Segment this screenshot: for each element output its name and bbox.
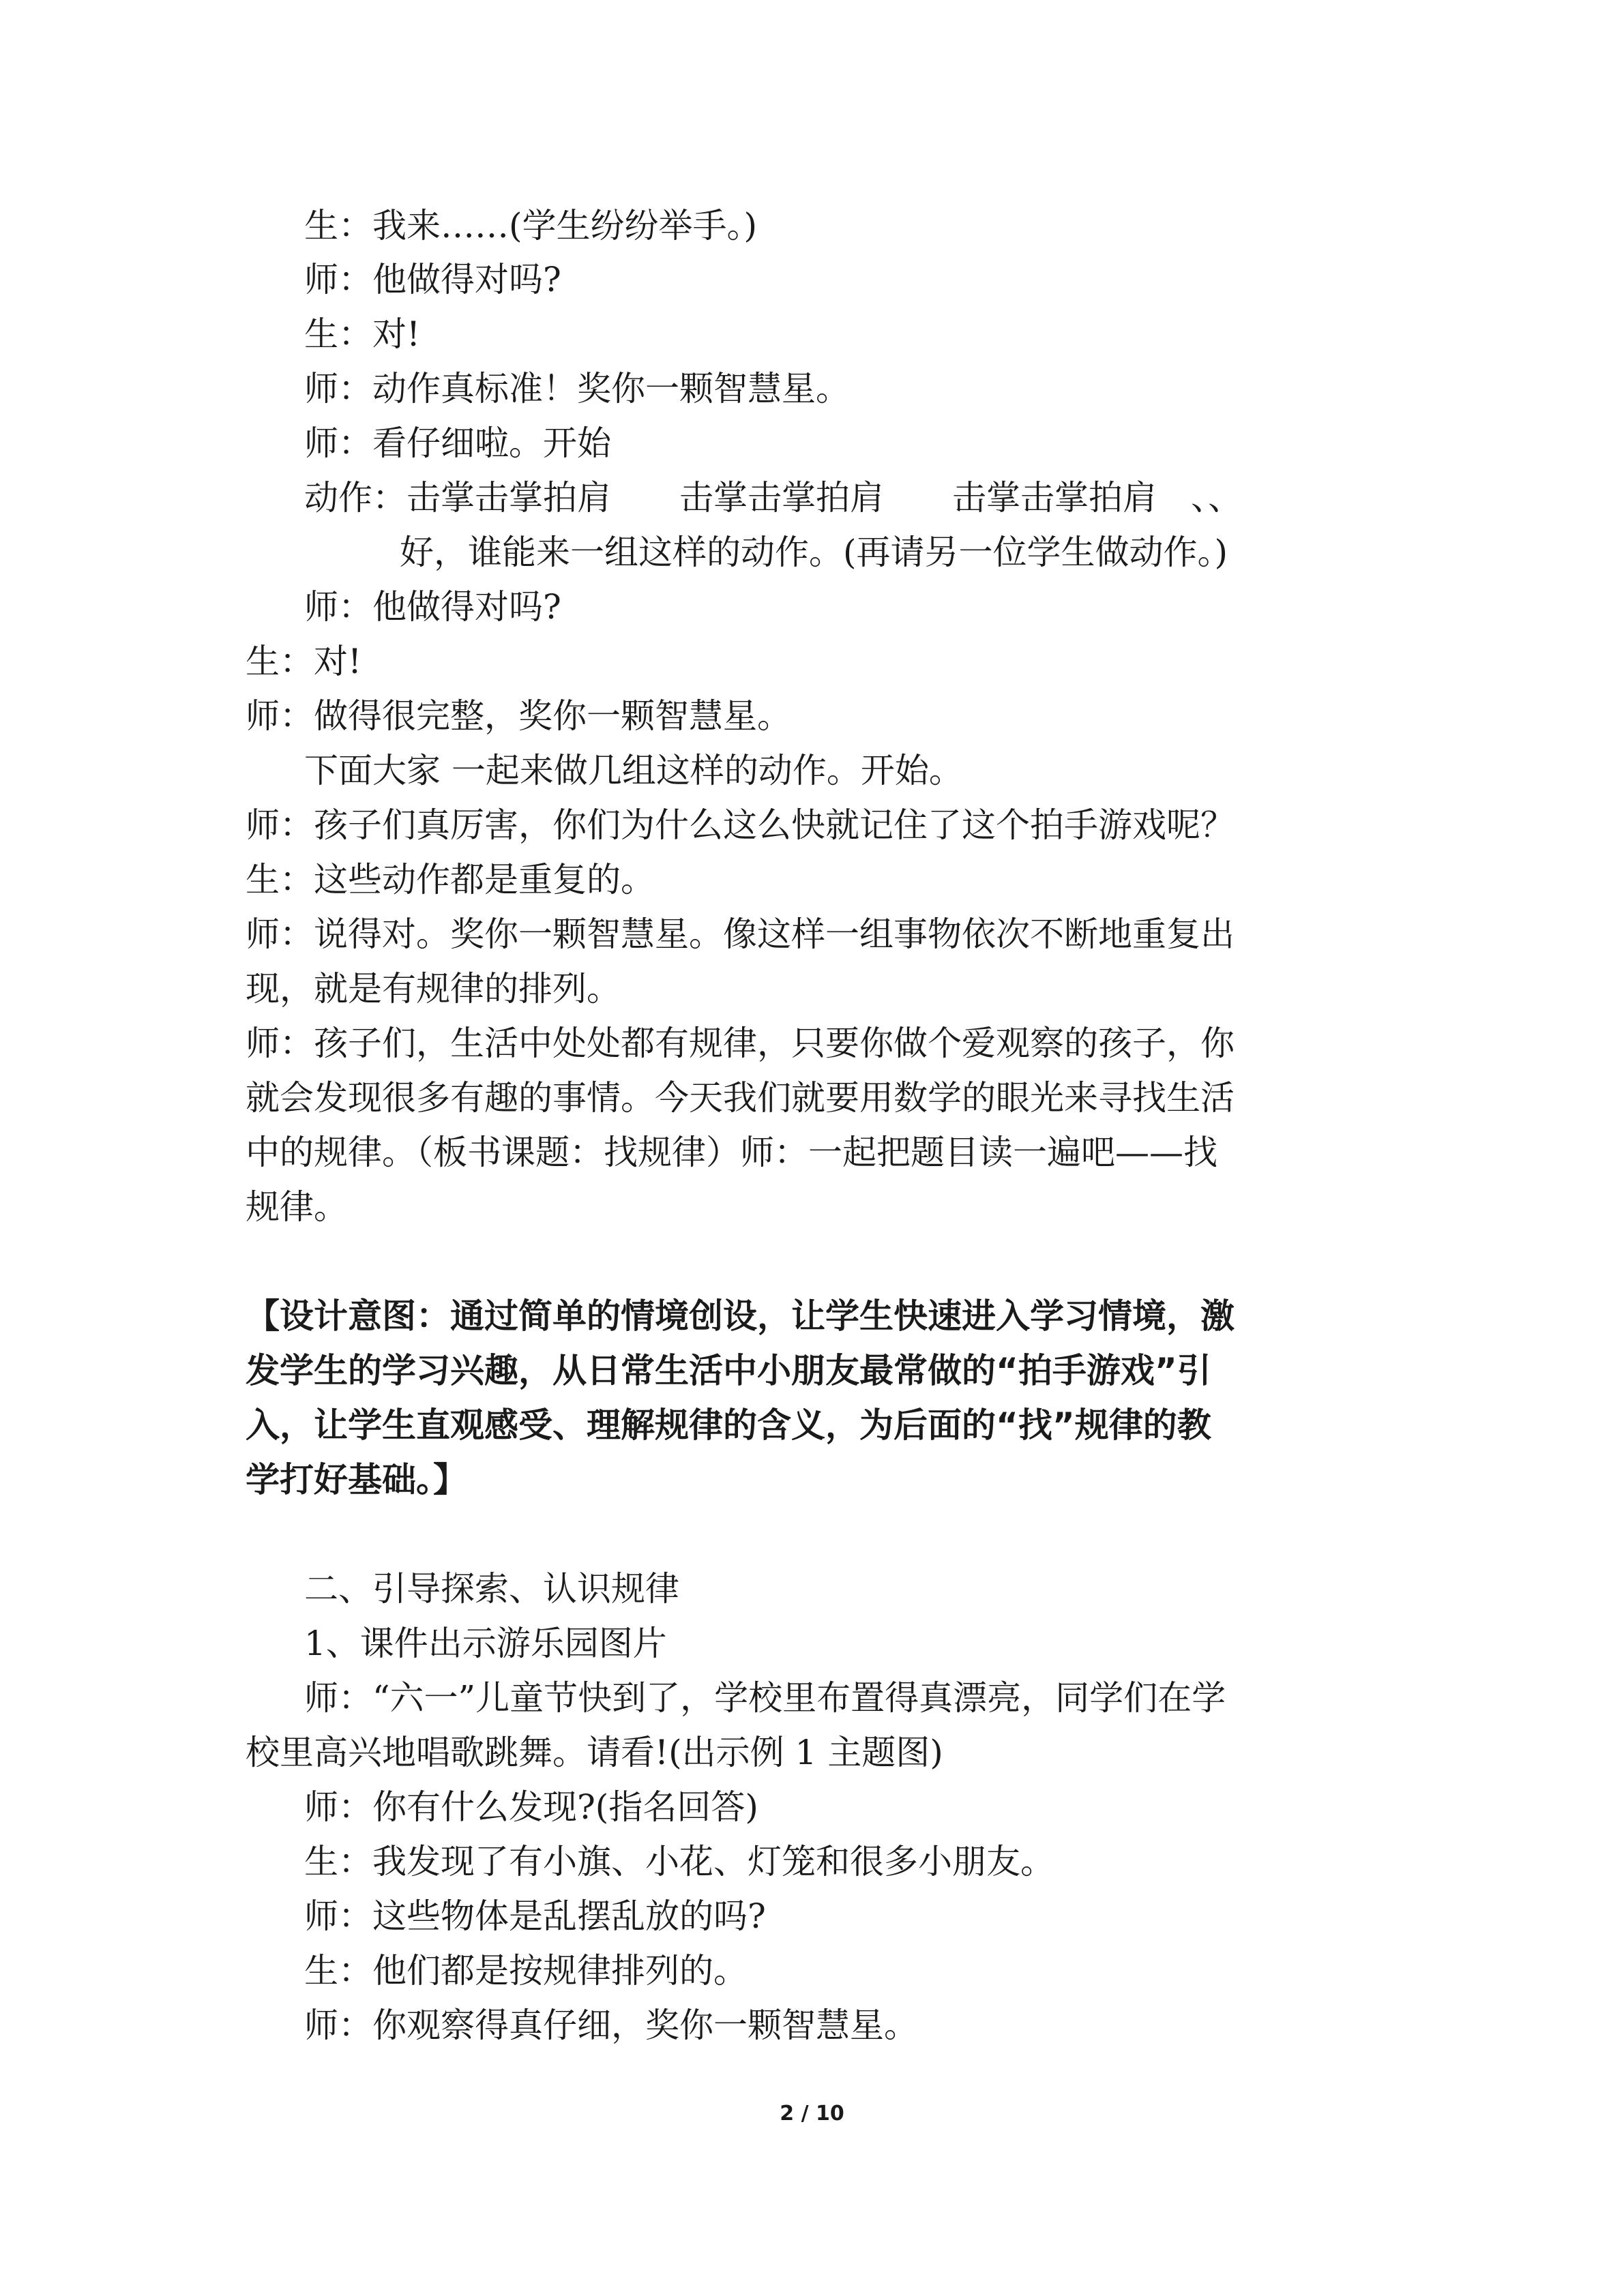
dialogue-line: 规律。 <box>246 1187 348 1227</box>
design-intent-line: 【设计意图：通过简单的情境创设，让学生快速进入学习情境，激 <box>246 1296 1235 1336</box>
dialogue-line: 生：这些动作都是重复的。 <box>246 860 655 899</box>
dialogue-line: 师：孩子们真厉害，你们为什么这么快就记住了这个拍手游戏呢？ <box>246 805 1235 845</box>
dialogue-line: 中的规律。（板书课题：找规律）师：一起把题目读一遍吧——找 <box>246 1133 1217 1172</box>
dialogue-line: 校里高兴地唱歌跳舞。请看!(出示例 1 主题图) <box>246 1733 943 1772</box>
dialogue-line: 师：看仔细啦。开始 <box>304 423 611 463</box>
section-heading: 二、引导探索、认识规律 <box>304 1569 679 1609</box>
dialogue-line: 师：他做得对吗? <box>304 587 561 627</box>
subsection-heading: 1、课件出示游乐园图片 <box>304 1624 667 1663</box>
dialogue-line: 生：他们都是按规律排列的。 <box>304 1951 748 1991</box>
dialogue-line: 生：我发现了有小旗、小花、灯笼和很多小朋友。 <box>304 1842 1054 1881</box>
dialogue-line: 师：“六一”儿童节快到了，学校里布置得真漂亮，同学们在学 <box>304 1678 1226 1718</box>
dialogue-line: 就会发现很多有趣的事情。今天我们就要用数学的眼光来寻找生活 <box>246 1078 1235 1118</box>
dialogue-line: 好，谁能来一组这样的动作。(再请另一位学生做动作。) <box>400 533 1228 572</box>
dialogue-line: 师：动作真标准！奖你一颗智慧星。 <box>304 369 850 408</box>
design-intent-line: 入，让学生直观感受、理解规律的含义，为后面的“找”规律的教 <box>246 1405 1211 1445</box>
dialogue-line: 师：你有什么发现?(指名回答) <box>304 1787 758 1827</box>
dialogue-line: 生：我来……(学生纷纷举手。) <box>304 206 758 245</box>
design-intent-line: 发学生的学习兴趣，从日常生活中小朋友最常做的“拍手游戏”引 <box>246 1351 1211 1390</box>
dialogue-line: 现，就是有规律的排列。 <box>246 969 621 1009</box>
dialogue-line: 师：这些物体是乱摆乱放的吗? <box>304 1896 766 1936</box>
dialogue-line: 师：你观察得真仔细，奖你一颗智慧星。 <box>304 2006 918 2045</box>
page-number: 2 / 10 <box>780 2102 844 2126</box>
dialogue-line: 生：对! <box>246 642 362 681</box>
design-intent-line: 学打好基础。】 <box>246 1460 467 1500</box>
action-line: 动作：击掌击掌拍肩 击掌击掌拍肩 击掌击掌拍肩 、、 <box>304 478 1242 518</box>
dialogue-line: 师：说得对。奖你一颗智慧星。像这样一组事物依次不断地重复出 <box>246 914 1235 954</box>
dialogue-line: 下面大家 一起来做几组这样的动作。开始。 <box>304 751 963 790</box>
dialogue-line: 师：孩子们，生活中处处都有规律，只要你做个爱观察的孩子，你 <box>246 1024 1235 1063</box>
dialogue-line: 生：对! <box>304 314 421 354</box>
dialogue-line: 师：做得很完整，奖你一颗智慧星。 <box>246 696 791 736</box>
dialogue-line: 师：他做得对吗? <box>304 260 561 299</box>
